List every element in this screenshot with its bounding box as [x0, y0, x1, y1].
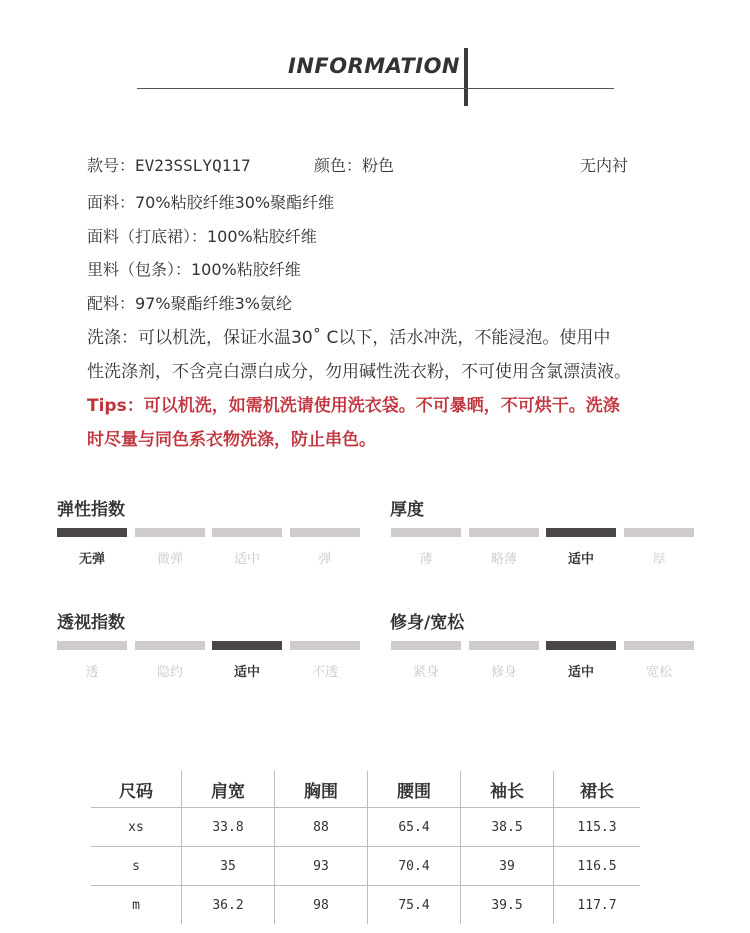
- scale-label: 不透: [311, 665, 338, 680]
- scale-label: 薄: [419, 552, 433, 567]
- scale-segment: [57, 528, 127, 537]
- scale-label: 弹: [318, 552, 332, 567]
- table-cell: 38.5: [461, 808, 554, 847]
- table-cell: 88: [275, 808, 368, 847]
- scale-segment: [57, 641, 127, 650]
- table-row: [91, 886, 640, 925]
- table-cell: 93: [275, 847, 368, 886]
- scale-label: 适中: [567, 665, 594, 680]
- table-cell: 98: [275, 886, 368, 925]
- table-cell: 65.4: [368, 808, 461, 847]
- scale-segment: [135, 528, 205, 537]
- scale-segment: [546, 641, 616, 650]
- table-cell: 39.5: [461, 886, 554, 925]
- color-info: 颜色：粉色: [314, 156, 395, 175]
- scale-segment: [290, 641, 360, 650]
- lining-info: 无内衬: [580, 156, 629, 175]
- scale-label: 适中: [233, 552, 260, 567]
- inner-lining-info: 里料（包条）：100%粘胶纤维: [87, 260, 301, 279]
- column-header: 裙长: [554, 771, 641, 808]
- table-cell: 36.2: [182, 886, 275, 925]
- page-title: INFORMATION: [288, 54, 460, 78]
- size-table: [91, 771, 640, 924]
- scale-segment: [391, 641, 461, 650]
- table-cell: 117.7: [577, 897, 617, 913]
- column-header: 肩宽: [182, 771, 275, 808]
- table-cell: 33.8: [182, 808, 275, 847]
- scale-label: 隐约: [156, 665, 183, 680]
- column-header: 腰围: [368, 771, 461, 808]
- wash-instructions-1: 洗涤：可以机洗，保证水温30˚ C以下，活水冲洗，不能浸泡。使用中: [87, 328, 611, 348]
- table-cell: 39: [461, 847, 554, 886]
- scale-segment: [624, 641, 694, 650]
- scale-segment: [135, 641, 205, 650]
- table-cell: 70.4: [368, 847, 461, 886]
- table-row: [91, 808, 640, 847]
- elasticity-title: 弹性指数: [57, 500, 125, 520]
- table-cell: s: [91, 847, 182, 886]
- scale-label: 透: [85, 665, 99, 680]
- tips-line-2: 时尽量与同色系衣物洗涤，防止串色。: [87, 430, 376, 450]
- trim-info: 配料：97%聚酯纤维3%氨纶: [87, 294, 292, 313]
- sheerness-title: 透视指数: [57, 613, 125, 633]
- title-accent-bar: [464, 48, 468, 106]
- table-row: [91, 847, 640, 886]
- scale-segment: [391, 528, 461, 537]
- scale-label: 适中: [233, 665, 260, 680]
- scale-segment: [469, 528, 539, 537]
- fabric-info: 面料：70%粘胶纤维30%聚酯纤维: [87, 193, 335, 212]
- scale-label: 无弹: [78, 552, 105, 567]
- scale-label: 适中: [567, 552, 594, 567]
- wash-instructions-2: 性洗涤剂，不含亮白漂白成分，勿用碱性洗衣粉，不可使用含氯漂渍液。: [87, 362, 631, 382]
- fabric-underskirt-info: 面料（打底裙）：100%粘胶纤维: [87, 227, 317, 246]
- table-header-row: [91, 771, 640, 808]
- scale-segment: [624, 528, 694, 537]
- tips-line-1: Tips：可以机洗，如需机洗请使用洗衣袋。不可暴晒，不可烘干。洗涤: [87, 396, 620, 416]
- scale-label: 修身: [490, 665, 517, 680]
- style-number: 款号：EV23SSLYQ117: [87, 156, 251, 175]
- scale-label: 略薄: [490, 552, 517, 567]
- scale-segment: [212, 641, 282, 650]
- scale-segment: [290, 528, 360, 537]
- column-header: 袖长: [461, 771, 554, 808]
- column-header: 尺码: [91, 771, 182, 808]
- thickness-title: 厚度: [390, 500, 424, 520]
- scale-segment: [546, 528, 616, 537]
- scale-segment: [212, 528, 282, 537]
- table-cell: 75.4: [368, 886, 461, 925]
- fit-title: 修身/宽松: [390, 613, 465, 633]
- column-header: 胸围: [275, 771, 368, 808]
- table-cell: xs: [91, 808, 182, 847]
- table-cell: 35: [182, 847, 275, 886]
- table-cell: 115.3: [554, 808, 641, 847]
- table-cell: 116.5: [554, 847, 641, 886]
- scale-segment: [469, 641, 539, 650]
- scale-label: 厚: [652, 552, 666, 567]
- scale-label: 微弹: [156, 552, 183, 567]
- title-divider: [137, 88, 614, 89]
- scale-label: 紧身: [412, 665, 439, 680]
- table-cell: m: [91, 886, 182, 925]
- scale-label: 宽松: [645, 665, 672, 680]
